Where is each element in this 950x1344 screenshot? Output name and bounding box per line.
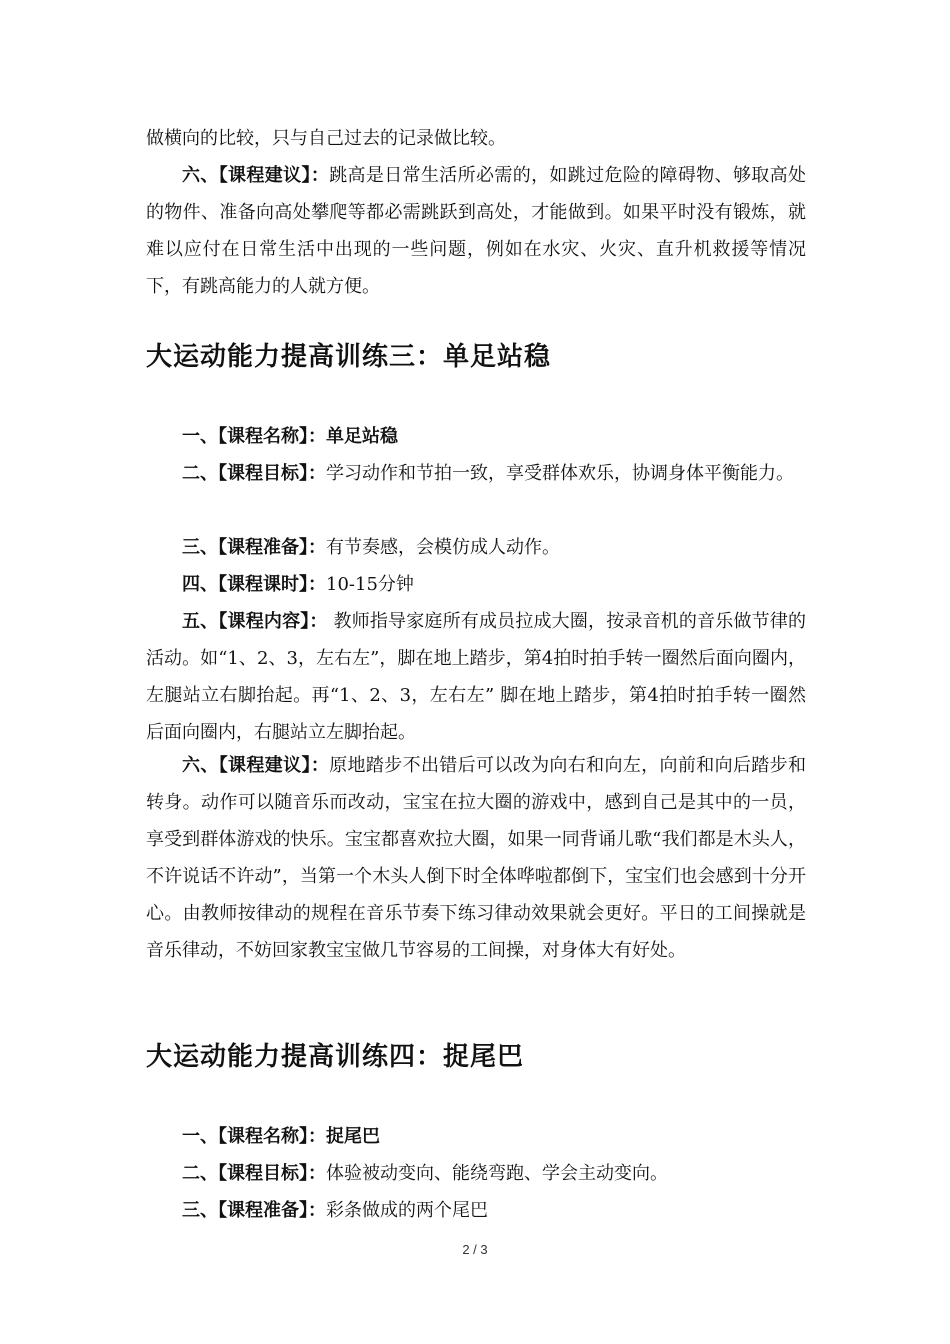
course-prep-line-4	[182, 1192, 488, 1229]
course-suggestion-text: 原地踏步不出错后可以改为向右和向左，向前和向后踏步和转身。动作可以随音乐而改动，宝宝在拉大圈的游戏中，感到自己是其中的一员，享受到群体游戏的快乐。宝宝都喜欢拉大圈，如果一同背诵儿歌“我们都是木头人，不许说话不许动”，当第一个木头人倒下时全体哗啦都倒下，宝宝们也会感到十分开心。由教师按律动的规程在音乐节奏下练习律动效果就会更好。平日的工间操就是音乐律动，不妨回家教宝宝做几节容易的工间操，对身体大有好处。	[146, 755, 807, 961]
course-goal-paragraph	[146, 455, 806, 492]
jump-suggestion-paragraph	[146, 157, 806, 305]
suggestion-text: 跳高是日常生活所必需的，如跳过危险的障碍物、够取高处的物件、准备向高处攀爬等都必需跳跃到高处，才能做到。如果平时没有锻炼，就难以应付在日常生活中出现的一些问题，例如在水灾、火灾、直升机救援等情况下，有跳高能力的人就方便。	[146, 165, 807, 297]
course-content-label: 五、【课程内容】：	[182, 611, 328, 632]
course-content-text: 教师指导家庭所有成员拉成大圈，按录音机的音乐做节律的活动。如“1、2、3，左右左”，脚在地上踏步，第4拍时拍手转一圈然后面向圈内，左腿站立右脚抬起。再“1、2、3，左右左” 脚在地上踏步，第4拍时拍手转一圈然后面向圈内，右腿站立左脚抬起。	[146, 611, 806, 743]
course-name-line	[182, 418, 398, 455]
course-content-paragraph	[146, 603, 806, 751]
suggestion-label: 六、【课程建议】：	[182, 165, 330, 186]
course-name-value-4: 捉尾巴	[326, 1126, 380, 1147]
course-name-label-4: 一、【课程名称】：	[182, 1126, 326, 1147]
section-heading-4: 大运动能力提高训练四：捉尾巴	[146, 1042, 525, 1072]
course-time-text: 10-15分钟	[326, 574, 414, 595]
course-prep-line	[182, 529, 560, 566]
course-goal-text: 学习动作和节拍一致，享受群体欢乐，协调身体平衡能力。	[326, 463, 794, 484]
course-prep-text-4: 彩条做成的两个尾巴	[326, 1200, 488, 1221]
course-time-label: 四、【课程课时】：	[182, 574, 326, 595]
course-prep-text: 有节奏感，会模仿成人动作。	[326, 537, 560, 558]
course-time-line	[182, 566, 414, 603]
course-name-value: 单足站稳	[326, 426, 398, 447]
section-heading-3: 大运动能力提高训练三：单足站稳	[146, 342, 552, 372]
course-name-label: 一、【课程名称】：	[182, 426, 326, 447]
course-suggestion-label: 六、【课程建议】：	[182, 755, 330, 776]
continuation-paragraph: 做横向的比较，只与自己过去的记录做比较。	[146, 128, 506, 149]
course-goal-text-4: 体验被动变向、能绕弯跑、学会主动变向。	[326, 1163, 668, 1184]
course-goal-label-4: 二、【课程目标】：	[182, 1163, 326, 1184]
course-suggestion-paragraph	[146, 747, 806, 969]
course-prep-label: 三、【课程准备】：	[182, 537, 326, 558]
course-name-line-4	[182, 1118, 380, 1155]
page-number: 2 / 3	[462, 1242, 488, 1257]
course-prep-label-4: 三、【课程准备】：	[182, 1200, 326, 1221]
course-goal-label: 二、【课程目标】：	[182, 463, 326, 484]
course-goal-line-4	[182, 1155, 668, 1192]
